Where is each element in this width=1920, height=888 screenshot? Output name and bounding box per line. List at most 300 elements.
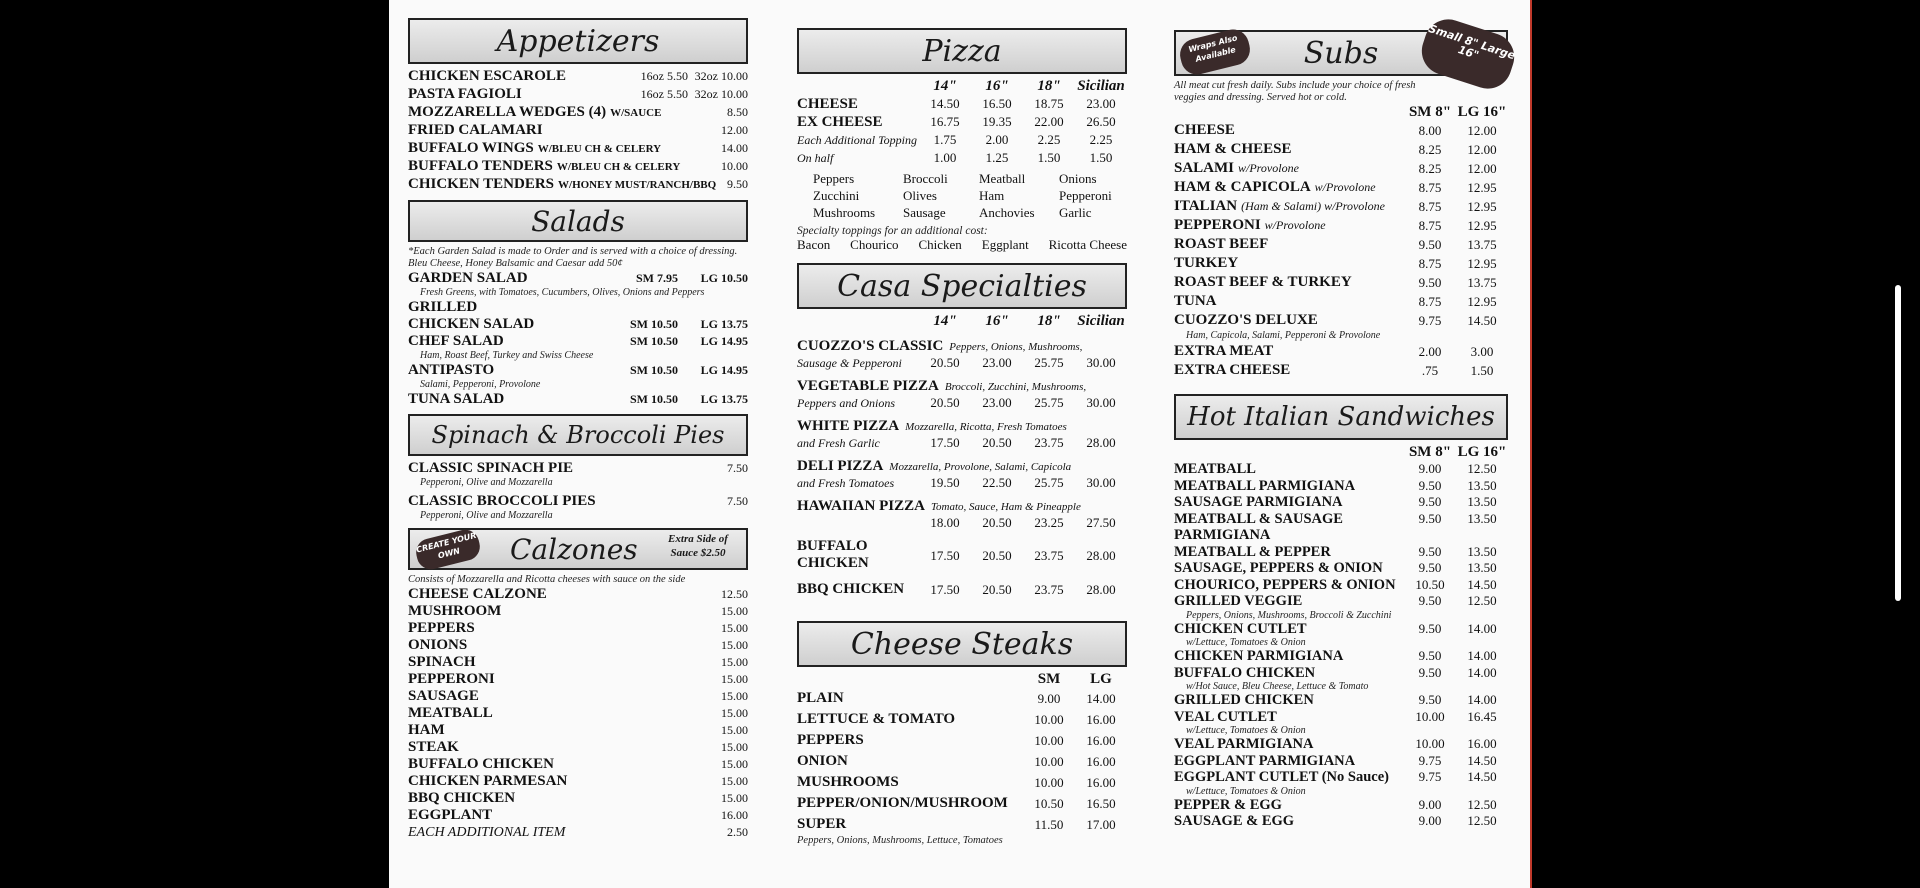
casa-price: 28.00 <box>1086 547 1116 563</box>
calzone-price: 15.00 <box>721 740 748 754</box>
pizza-price: 22.00 <box>1034 114 1064 129</box>
casa-item-name: WHITE PIZZA <box>797 418 900 434</box>
sub-price-sm: .75 <box>1421 363 1439 378</box>
hot-price-sm: 9.75 <box>1418 769 1442 784</box>
casa-item-desc: Mozzarella, Provolone, Salami, Capicola <box>889 461 1072 473</box>
topping-item: Garlic <box>1059 205 1092 220</box>
calzone-name: PEPPERS <box>408 620 475 636</box>
pizza-price: 2.25 <box>1089 132 1113 147</box>
steak-row <box>797 793 1127 814</box>
steak-price-sm: 10.50 <box>1034 796 1064 811</box>
hot-price-lg: 14.00 <box>1467 648 1497 663</box>
hot-desc: w/Lettuce, Tomatoes & Onion <box>1186 725 1306 736</box>
hot-sizes <box>1174 444 1508 461</box>
pie-price: 7.50 <box>727 461 748 475</box>
sub-row <box>1174 178 1508 197</box>
pie-name: CLASSIC BROCCOLI PIES <box>408 493 596 509</box>
salad-price-lg <box>678 299 748 316</box>
sub-title: HAM & CAPICOLA <box>1174 179 1311 195</box>
sub-price-lg: 1.50 <box>1470 363 1494 378</box>
casa-price: 18.00 <box>930 515 960 530</box>
appetizer-name <box>408 68 628 86</box>
casa-price: 23.00 <box>982 355 1012 370</box>
steak-price-sm: 10.00 <box>1034 754 1064 769</box>
appetizer-price: 32oz 10.00 <box>694 87 748 101</box>
hot-price-lg: 13.50 <box>1467 494 1497 509</box>
steaks-list <box>797 688 1127 835</box>
salad-row <box>408 299 748 316</box>
sub-title: TURKEY <box>1174 255 1239 271</box>
casa-item <box>797 498 1127 530</box>
sub-price-lg: 14.50 <box>1467 313 1497 328</box>
hot-price-sm: 9.50 <box>1418 477 1442 493</box>
appetizer-price: 8.50 <box>727 105 748 119</box>
calzone-price: 15.00 <box>721 638 748 652</box>
toppings-grid <box>797 170 1127 221</box>
salad-name: TUNA SALAD <box>408 391 505 407</box>
salad-price-lg: LG 13.75 <box>700 317 748 331</box>
hot-price-sm: 10.00 <box>1415 736 1445 751</box>
hot-price-lg: 16.00 <box>1467 736 1497 751</box>
hot-price-sm: 9.75 <box>1418 752 1442 768</box>
calzone-price: 15.00 <box>721 791 748 805</box>
salad-desc: Salami, Pepperoni, Provolone <box>420 379 541 390</box>
hot-price-lg: 13.50 <box>1467 543 1497 559</box>
appetizer-title: BUFFALO TENDERS <box>408 158 553 174</box>
casa-item-title <box>797 338 1127 356</box>
hot-list <box>1174 461 1508 830</box>
pizza-prices <box>797 95 1127 167</box>
sub-name <box>1174 121 1404 140</box>
casa-size-label: 14" <box>933 313 957 329</box>
steak-price-lg: 14.00 <box>1086 691 1116 706</box>
hot-name: GRILLED CHICKEN <box>1174 692 1314 708</box>
appetizer-price-small <box>661 104 704 122</box>
appetizer-price-small <box>628 122 688 140</box>
topping-item: Olives <box>903 188 937 203</box>
sub-row <box>1174 292 1508 311</box>
subs-list <box>1174 121 1508 380</box>
appetizer-title: BUFFALO WINGS <box>408 140 534 156</box>
pie-desc: Pepperoni, Olive and Mozzarella <box>420 510 553 521</box>
casa-price: 27.50 <box>1086 515 1116 530</box>
sub-name <box>1174 292 1404 311</box>
hot-name: EGGPLANT CUTLET (No Sauce) <box>1174 769 1389 785</box>
sub-price-sm: 9.75 <box>1418 313 1442 328</box>
hot-name: VEAL PARMIGIANA <box>1174 736 1314 752</box>
calzone-name: SAUSAGE <box>408 688 479 704</box>
casa-price-line <box>797 476 1127 490</box>
appetizer-row <box>408 140 748 158</box>
calzone-name: HAM <box>408 722 445 738</box>
steak-price-sm: 9.00 <box>1037 691 1061 706</box>
casa-price: 17.50 <box>930 547 960 563</box>
calzone-name: BUFFALO CHICKEN <box>408 756 554 772</box>
hot-row <box>1174 560 1508 577</box>
pizza-price: 1.50 <box>1037 150 1061 165</box>
pizza-price: 2.25 <box>1037 132 1061 147</box>
appetizer-name <box>408 158 680 176</box>
hot-row <box>1174 461 1508 478</box>
pizza-price: 16.50 <box>982 96 1012 111</box>
topping-item: Pepperoni <box>1059 188 1112 203</box>
casa-price: 20.50 <box>982 435 1012 450</box>
steak-size-label: SM <box>1037 671 1061 687</box>
calzone-price: 2.50 <box>727 825 748 839</box>
pizza-row-name: Each Additional Topping <box>797 133 918 147</box>
hot-row <box>1174 478 1508 495</box>
salad-price-sm: SM 10.50 <box>630 392 678 406</box>
extra-sauce-note: Extra Side of Sauce $2.50 <box>668 533 728 559</box>
hot-size-label: LG 16" <box>1457 444 1507 460</box>
salad-price-sm: SM 7.95 <box>636 271 678 285</box>
casa-price-line <box>797 516 1127 530</box>
calzone-name: EACH ADDITIONAL ITEM <box>408 825 566 840</box>
hot-price-lg: 16.45 <box>1467 708 1497 724</box>
casa-price: 23.00 <box>982 395 1012 410</box>
sub-row <box>1174 235 1508 254</box>
calzone-row <box>408 688 748 705</box>
hot-name: SAUSAGE, PEPPERS & ONION <box>1174 560 1383 576</box>
steak-row <box>797 688 1127 709</box>
calzone-price: 15.00 <box>721 655 748 669</box>
scrollbar-thumb[interactable] <box>1895 285 1901 601</box>
casa-price: 23.75 <box>1034 582 1064 597</box>
salads-note: *Each Garden Salad is made to Order and is served with a choice of dressing. Bleu Cheese, Honey Balsamic and Caesar add 50¢ <box>408 246 738 269</box>
hot-price-sm: 9.50 <box>1418 692 1442 707</box>
appetizer-price-small <box>680 158 714 176</box>
hot-row <box>1174 736 1508 753</box>
sub-price-lg: 12.95 <box>1467 199 1497 214</box>
hot-row <box>1174 753 1508 770</box>
salad-desc: Ham, Roast Beef, Turkey and Swiss Cheese <box>420 350 594 361</box>
casa-header: Casa Specialties <box>797 263 1127 309</box>
steak-price-lg: 16.00 <box>1086 754 1116 769</box>
casa-price: 25.75 <box>1034 355 1064 370</box>
casa-price: 30.00 <box>1086 355 1116 370</box>
pizza-price: 1.75 <box>933 132 957 147</box>
sub-title: HAM & CHEESE <box>1174 141 1292 157</box>
sub-row <box>1174 342 1508 361</box>
sub-row <box>1174 140 1508 159</box>
pizza-price: 19.35 <box>982 114 1012 129</box>
casa-price: 23.75 <box>1034 435 1064 450</box>
calzone-row <box>408 722 748 739</box>
calzone-row <box>408 705 748 722</box>
steak-name: LETTUCE & TOMATO <box>797 711 956 727</box>
casa-item <box>797 458 1127 490</box>
specialty-item: Chicken <box>918 237 962 252</box>
calzones-list <box>408 586 748 841</box>
calzone-name: STEAK <box>408 739 459 755</box>
hot-price-sm: 10.00 <box>1415 708 1445 724</box>
casa-price-line <box>919 583 1127 597</box>
casa-price: 30.00 <box>1086 395 1116 410</box>
hot-price-sm: 9.00 <box>1418 813 1442 828</box>
casa-item-name: DELI PIZZA <box>797 458 884 474</box>
steak-name: ONION <box>797 753 848 769</box>
sub-title: ROAST BEEF <box>1174 236 1269 252</box>
calzone-name: PEPPERONI <box>408 671 495 687</box>
casa-price: 23.75 <box>1034 547 1064 563</box>
hot-price-sm: 9.00 <box>1418 796 1442 812</box>
casa-item-desc: Tomato, Sauce, Ham & Pineapple <box>930 501 1081 513</box>
casa-price: 28.00 <box>1086 435 1116 450</box>
sub-detail: (Ham & Salami) w/Provolone <box>1241 199 1385 213</box>
pizza-price-row <box>797 131 1127 149</box>
hot-price-sm: 9.50 <box>1418 648 1442 663</box>
pizza-row-name: CHEESE <box>797 96 858 112</box>
steak-sizes <box>797 671 1127 688</box>
hot-header: Hot Italian Sandwiches <box>1174 394 1508 440</box>
hot-name: SAUSAGE & EGG <box>1174 813 1295 829</box>
menu-edge <box>1530 0 1532 888</box>
sub-price-sm: 8.75 <box>1418 294 1442 309</box>
column-left <box>408 18 748 841</box>
appetizer-price: 10.00 <box>721 159 748 173</box>
steak-price-sm: 10.00 <box>1034 733 1064 748</box>
casa-item-title <box>797 538 919 573</box>
hot-row <box>1174 813 1508 830</box>
salad-price-sm: SM 10.50 <box>630 317 678 331</box>
steak-row <box>797 730 1127 751</box>
topping-item: Onions <box>1059 171 1097 186</box>
wraps-badge: Wraps Also Available <box>1177 26 1254 78</box>
hot-row <box>1174 494 1508 511</box>
pizza-size-label: Sicilian <box>1077 78 1125 94</box>
sub-price-sm: 2.00 <box>1418 344 1442 359</box>
calzone-price: 15.00 <box>721 621 748 635</box>
salad-price-lg: LG 14.95 <box>700 363 748 377</box>
subs-size-label: SM 8" <box>1408 104 1452 120</box>
casa-item <box>797 418 1127 450</box>
casa-item-title <box>797 498 1127 516</box>
hot-name: MEATBALL PARMIGIANA <box>1174 477 1356 494</box>
sub-price-sm: 8.00 <box>1418 123 1442 138</box>
pie-name: CLASSIC SPINACH PIE <box>408 460 574 476</box>
topping-item: Ham <box>979 188 1005 203</box>
salad-desc: Fresh Greens, with Tomatoes, Cucumbers, Olives, Onions and Peppers <box>420 287 705 298</box>
salad-name: ANTIPASTO <box>408 362 495 378</box>
casa-size-label: 16" <box>985 313 1009 329</box>
sub-price-sm: 8.25 <box>1418 142 1442 157</box>
sub-row <box>1174 254 1508 273</box>
calzone-name: MUSHROOM <box>408 603 502 619</box>
pizza-price: 26.50 <box>1086 114 1116 129</box>
calzone-price: 12.50 <box>721 587 748 601</box>
pie-price: 7.50 <box>727 494 748 508</box>
calzone-row <box>408 637 748 654</box>
pizza-size-label: 14" <box>933 78 957 94</box>
casa-price: 30.00 <box>1086 475 1116 490</box>
hot-name: MEATBALL <box>1174 461 1256 477</box>
steak-price-lg: 16.00 <box>1086 733 1116 748</box>
salad-row <box>408 316 748 333</box>
casa-price: 17.50 <box>930 435 960 450</box>
pie-desc: Pepperoni, Olive and Mozzarella <box>420 477 553 488</box>
pizza-price-row <box>797 95 1127 113</box>
sub-title: ROAST BEEF & TURKEY <box>1174 274 1352 290</box>
calzone-price: 16.00 <box>721 808 748 822</box>
salad-name: CHEF SALAD <box>408 333 504 349</box>
calzone-price: 15.00 <box>721 604 748 618</box>
specialty-item: Ricotta Cheese <box>1048 237 1127 252</box>
appetizer-price: 12.00 <box>721 123 748 137</box>
hot-name: CHICKEN CUTLET <box>1174 620 1307 637</box>
sizes-badge: Small 8" Large 16" <box>1416 13 1521 95</box>
sub-detail: w/Provolone <box>1264 218 1326 232</box>
sub-row <box>1174 311 1508 330</box>
topping-item: Peppers <box>813 171 855 186</box>
pizza-price: 18.75 <box>1034 96 1064 111</box>
casa-price-line <box>797 396 1127 410</box>
sub-row <box>1174 273 1508 292</box>
specialty-item: Chourico <box>850 237 899 252</box>
hot-name: CHOURICO, PEPPERS & ONION <box>1174 576 1396 593</box>
sub-row <box>1174 121 1508 140</box>
casa-item-name: CUOZZO'S CLASSIC <box>797 338 944 354</box>
hot-desc: w/Hot Sauce, Bleu Cheese, Lettuce & Tomato <box>1186 681 1369 692</box>
sub-price-lg: 12.95 <box>1467 256 1497 271</box>
specialty-toppings <box>797 237 1127 253</box>
appetizer-title: FRIED CALAMARI <box>408 122 543 138</box>
hot-name: MEATBALL & SAUSAGE <box>1174 510 1343 527</box>
steak-price-sm: 10.00 <box>1034 712 1064 727</box>
steak-price-sm: 11.50 <box>1034 817 1064 832</box>
steak-row <box>797 709 1127 730</box>
casa-price: 22.50 <box>982 475 1012 490</box>
hot-price-sm: 9.50 <box>1418 543 1442 559</box>
calzone-row <box>408 654 748 671</box>
sub-price-sm: 8.75 <box>1418 199 1442 214</box>
sub-title: SALAMI <box>1174 160 1235 176</box>
steak-price-lg: 16.00 <box>1086 712 1116 727</box>
casa-price-line <box>797 436 1127 450</box>
calzone-row <box>408 773 748 790</box>
hot-desc: Peppers, Onions, Mushrooms, Broccoli & Zucchini <box>1186 609 1392 621</box>
sub-name <box>1174 178 1404 197</box>
casa-price-line <box>919 549 1127 563</box>
sub-name <box>1174 216 1404 235</box>
casa-item-desc2: and Fresh Tomatoes <box>797 476 895 490</box>
deluxe-desc: Ham, Capicola, Salami, Pepperoni & Provolone <box>1186 330 1381 341</box>
hot-name: BUFFALO CHICKEN <box>1174 664 1316 681</box>
appetizer-price: 32oz 10.00 <box>694 69 748 83</box>
calzone-row <box>408 620 748 637</box>
sub-title: EXTRA MEAT <box>1174 343 1274 359</box>
casa-item-desc2 <box>797 516 919 530</box>
appetizer-name <box>408 140 661 158</box>
casa-item-desc: Peppers, Onions, Mushrooms, <box>949 341 1083 353</box>
calzone-row <box>408 756 748 773</box>
appetizer-name <box>408 176 716 194</box>
subs-note: All meat cut fresh daily. Subs include your choice of fresh veggies and dressing. Served hot or cold. <box>1174 80 1416 103</box>
sub-price-lg: 12.95 <box>1467 180 1497 195</box>
hot-price-lg: 12.50 <box>1467 593 1497 608</box>
pizza-price: 1.00 <box>933 150 957 165</box>
casa-item-desc2: Peppers and Onions <box>797 396 895 410</box>
steaks-note: Peppers, Onions, Mushrooms, Lettuce, Tomatoes <box>797 835 1003 846</box>
sub-price-sm: 8.75 <box>1418 218 1442 233</box>
steak-name: SUPER <box>797 816 847 832</box>
casa-item-desc: Mozzarella, Ricotta, Fresh Tomatoes <box>905 421 1067 433</box>
hot-price-lg <box>1456 527 1508 544</box>
hot-price-sm: 9.50 <box>1418 560 1442 575</box>
hot-row <box>1174 577 1508 594</box>
sub-title: ITALIAN <box>1174 198 1238 214</box>
salad-price-lg: LG 10.50 <box>700 271 748 285</box>
sub-price-sm: 9.50 <box>1418 275 1442 290</box>
casa-price-line <box>797 356 1127 370</box>
sub-price-sm: 8.75 <box>1418 256 1442 271</box>
casa-item-desc: Broccoli, Zucchini, Mushrooms, <box>944 381 1087 393</box>
casa-item <box>797 338 1127 370</box>
sub-price-sm: 8.75 <box>1418 180 1442 195</box>
salad-price-lg: LG 14.95 <box>700 334 748 348</box>
steak-name: PLAIN <box>797 690 844 706</box>
salad-price-sm: SM 10.50 <box>630 363 678 377</box>
pizza-price: 1.50 <box>1089 150 1113 165</box>
casa-item-name: VEGETABLE PIZZA <box>797 378 939 394</box>
column-middle <box>797 28 1127 847</box>
appetizer-sub: W/HONEY MUST/RANCH/BBQ <box>558 179 717 191</box>
appetizer-title: PASTA FAGIOLI <box>408 86 522 102</box>
appetizer-title: CHICKEN ESCAROLE <box>408 68 566 84</box>
appetizer-title: MOZZARELLA WEDGES (4) <box>408 104 607 120</box>
salad-row <box>408 362 748 379</box>
appetizers-list <box>408 68 748 194</box>
pizza-size-label: 18" <box>1037 78 1061 94</box>
salads-list <box>408 270 748 408</box>
casa-sizes <box>797 313 1127 330</box>
casa-price: 28.00 <box>1086 582 1116 597</box>
sub-row <box>1174 197 1508 216</box>
pizza-price: 14.50 <box>930 96 960 111</box>
sub-name <box>1174 254 1404 273</box>
pizza-price: 2.00 <box>985 132 1009 147</box>
pizza-sizes <box>797 78 1127 95</box>
steak-row <box>797 751 1127 772</box>
pizza-header: Pizza <box>797 28 1127 74</box>
hot-price-lg: 14.50 <box>1467 769 1497 784</box>
sub-title: CUOZZO'S DELUXE <box>1174 312 1318 328</box>
appetizers-header: Appetizers <box>408 18 748 64</box>
subs-size-label: LG 16" <box>1457 104 1507 120</box>
calzone-name: CHEESE CALZONE <box>408 586 547 602</box>
sub-row <box>1174 361 1508 380</box>
topping-item: Broccoli <box>903 171 948 186</box>
sub-name <box>1174 273 1404 292</box>
calzone-price: 15.00 <box>721 672 748 686</box>
topping-item: Mushrooms <box>813 205 876 220</box>
appetizer-sub: W/BLEU CH & CELERY <box>556 161 681 173</box>
sub-detail: w/Provolone <box>1238 161 1299 175</box>
topping-item: Zucchini <box>813 188 860 203</box>
casa-item-desc2: Sausage & Pepperoni <box>797 356 902 370</box>
hot-price-sm: 10.50 <box>1415 576 1445 592</box>
casa-item <box>797 581 1127 599</box>
hot-name: MEATBALL & PEPPER <box>1174 543 1331 560</box>
hot-row <box>1174 648 1508 665</box>
pizza-size-label: 16" <box>985 78 1009 94</box>
appetizer-price: 9.50 <box>727 177 748 191</box>
hot-price-lg: 14.00 <box>1467 664 1497 680</box>
appetizer-row <box>408 86 748 104</box>
calzone-row <box>408 824 748 841</box>
hot-name: CHICKEN PARMIGIANA <box>1174 648 1344 664</box>
pies-list <box>408 460 748 522</box>
hot-price-lg: 13.50 <box>1467 510 1497 526</box>
